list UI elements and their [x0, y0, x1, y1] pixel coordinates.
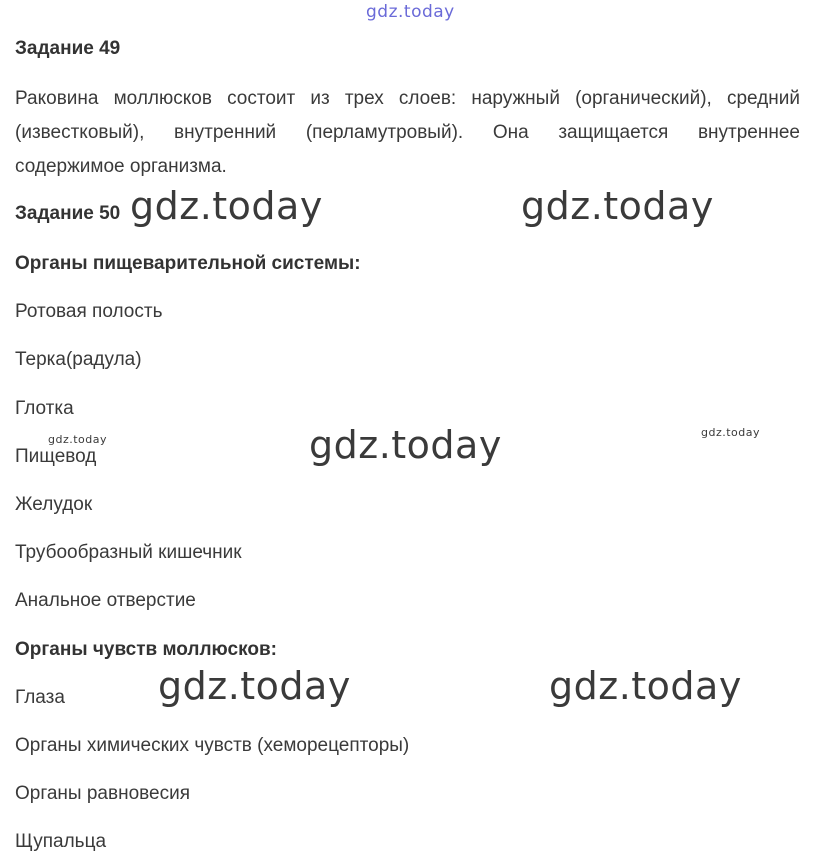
watermark-large: gdz.today	[549, 664, 742, 708]
digestive-item: Желудок	[15, 494, 93, 515]
digestive-heading: Органы пищеварительной системы:	[15, 253, 361, 274]
task-49-title: Задание 49	[15, 38, 121, 59]
digestive-item: Терка(радула)	[15, 349, 142, 370]
senses-item: Органы равновесия	[15, 783, 190, 804]
watermark-large: gdz.today	[130, 184, 323, 228]
watermark-large: gdz.today	[309, 423, 502, 467]
task-49-paragraph-line: содержимое организма.	[15, 156, 227, 177]
watermark-top: gdz.today	[366, 2, 455, 22]
digestive-item: Анальное отверстие	[15, 590, 196, 611]
senses-item: Глаза	[15, 687, 65, 708]
task-49-paragraph-line: (известковый), внутренний (перламутровый). Она защищается внутреннее	[15, 122, 800, 143]
watermark-small: gdz.today	[701, 426, 761, 439]
digestive-item: Пищевод	[15, 446, 97, 467]
task-49-paragraph	[15, 82, 800, 184]
digestive-item: Глотка	[15, 398, 74, 419]
digestive-item: Ротовая полость	[15, 301, 163, 322]
watermark-large: gdz.today	[158, 664, 351, 708]
digestive-item: Трубообразный кишечник	[15, 542, 242, 563]
senses-heading: Органы чувств моллюсков:	[15, 639, 277, 660]
task-49-paragraph-line: Раковина моллюсков состоит из трех слоев: наружный (органический), средний	[15, 88, 800, 109]
watermark-large: gdz.today	[521, 184, 714, 228]
watermark-small: gdz.today	[48, 433, 108, 446]
senses-item: Органы химических чувств (хеморецепторы)	[15, 735, 410, 756]
senses-item: Щупальца	[15, 831, 107, 852]
task-50-title: Задание 50	[15, 203, 121, 224]
